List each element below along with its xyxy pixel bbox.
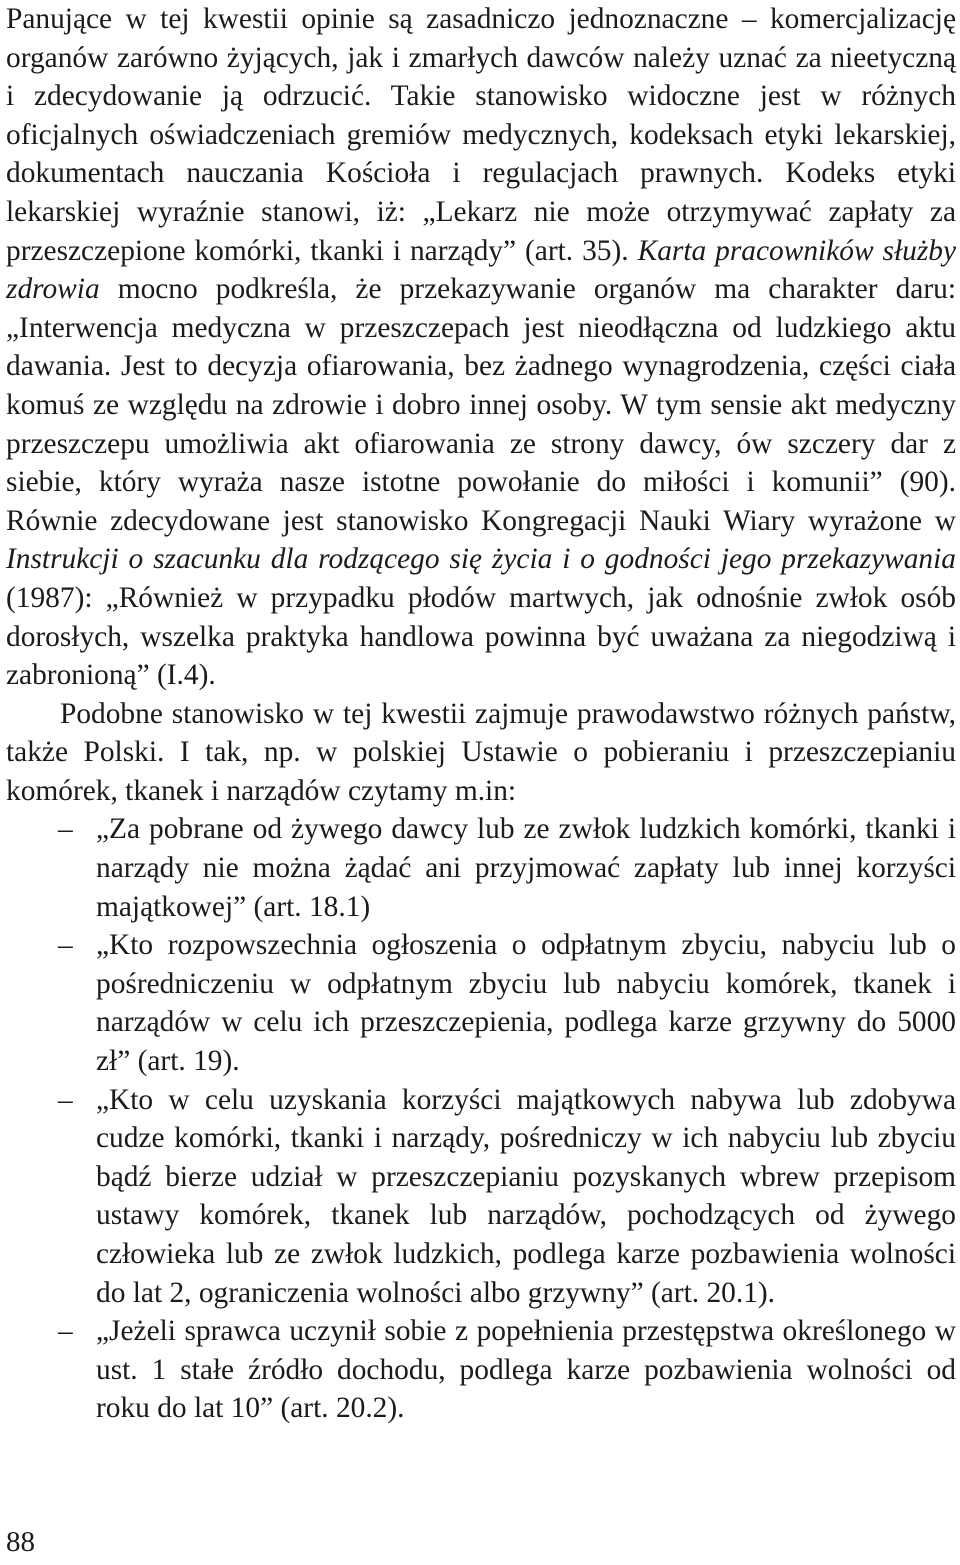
list-item-text: „Kto w celu uzyskania korzyści majątkowych nabywa lub zdobywa cudze komórki, tkanki i narządy, pośredniczy w ich nabyciu lub zbyciu bądź bierze udział w przeszczepianiu pozyskanych wbrew przepisom ustawy komórek, tkanek lub narządów, pochodzących od żywego człowieka lub ze zwłok ludzkich, podlega karze pozbawienia wolności do lat 2, ograniczenia wolności albo grzywny” (art. 20.1).: [96, 1083, 956, 1309]
law-quote-list: [6, 810, 956, 1428]
list-dash: –: [58, 813, 73, 846]
paragraph-2: Podobne stanowisko w tej kwestii zajmuje prawodawstwo różnych państw, także Polski. I tak, np. w polskiej Ustawie o pobieraniu i przeszczepianiu komórek, tkanek i narządów czytamy m.in:: [6, 697, 956, 807]
list-item: [6, 810, 956, 926]
paragraph-1: [6, 0, 956, 695]
paragraph-1-text-c: (1987): „Również w przypadku płodów martwych, jak odnośnie zwłok osób dorosłych, wszelka praktyka handlowa powinna być uważana za niegodziwą i zabronioną” (I.4).: [6, 581, 956, 692]
page-number: 88: [6, 1526, 35, 1558]
list-dash: –: [58, 1083, 73, 1116]
paragraph-1-italic-title-a: Karta pracowników służby zdrowia: [6, 234, 956, 306]
paragraph-1-text-b: mocno podkreśla, że przekazywanie organów ma charakter daru: „Interwencja medyczna w przeszczepach jest nieodłączna od ludzkiego aktu dawania. Jest to decyzja ofiarowania, bez żadnego wynagrodzenia, części ciała komuś ze względu na zdrowie i dobro innej osoby. W tym sensie akt medyczny przeszczepu umożliwia akt ofiarowania ze strony dawcy, ów szczery dar z siebie, który wyraża nasze istotne powołanie do miłości i komunii” (90). Równie zdecydowane jest stanowisko Kongregacji Nauki Wiary wyrażone w: [6, 273, 956, 537]
list-item: [6, 1081, 956, 1313]
paragraph-1-italic-title-b: Instrukcji o szacunku dla rodzącego się życia i o godności jego przekazywania: [6, 543, 956, 576]
list-item: [6, 1312, 956, 1428]
list-dash: –: [58, 929, 73, 962]
list-item-text: „Za pobrane od żywego dawcy lub ze zwłok ludzkich komórki, tkanki i narządy nie można żądać ani przyjmować zapłaty lub innej korzyści majątkowej” (art. 18.1): [96, 813, 956, 923]
list-item-text: „Kto rozpowszechnia ogłoszenia o odpłatnym zbyciu, nabyciu lub o pośredniczeniu w odpłatnym zbyciu lub nabyciu komórek, tkanek i narządów w celu ich przeszczepienia, podlega karze grzywny do 5000 zł” (art. 19).: [96, 929, 956, 1078]
list-item-text: „Jeżeli sprawca uczynił sobie z popełnienia przestępstwa określonego w ust. 1 stałe źródło dochodu, podlega karze pozbawienia wolności od roku do lat 10” (art. 20.2).: [96, 1315, 956, 1425]
list-item: [6, 926, 956, 1080]
list-dash: –: [58, 1315, 73, 1348]
paragraph-1-text-a: Panujące w tej kwestii opinie są zasadniczo jednoznaczne – komercjalizację organów zarówno żyjących, jak i zmarłych dawców należy uznać za nieetyczną i zdecydowanie ją odrzucić. Takie stanowisko widoczne jest w różnych oficjalnych oświadczeniach gremiów medycznych, kodeksach etyki lekarskiej, dokumentach nauczania Kościoła i regulacjach prawnych. Kodeks etyki lekarskiej wyraźnie stanowi, iż: „Lekarz nie może otrzymywać zapłaty za przeszczepione komórki, tkanki i narządy” (art. 35).: [6, 3, 956, 267]
page-body: [6, 0, 956, 1428]
